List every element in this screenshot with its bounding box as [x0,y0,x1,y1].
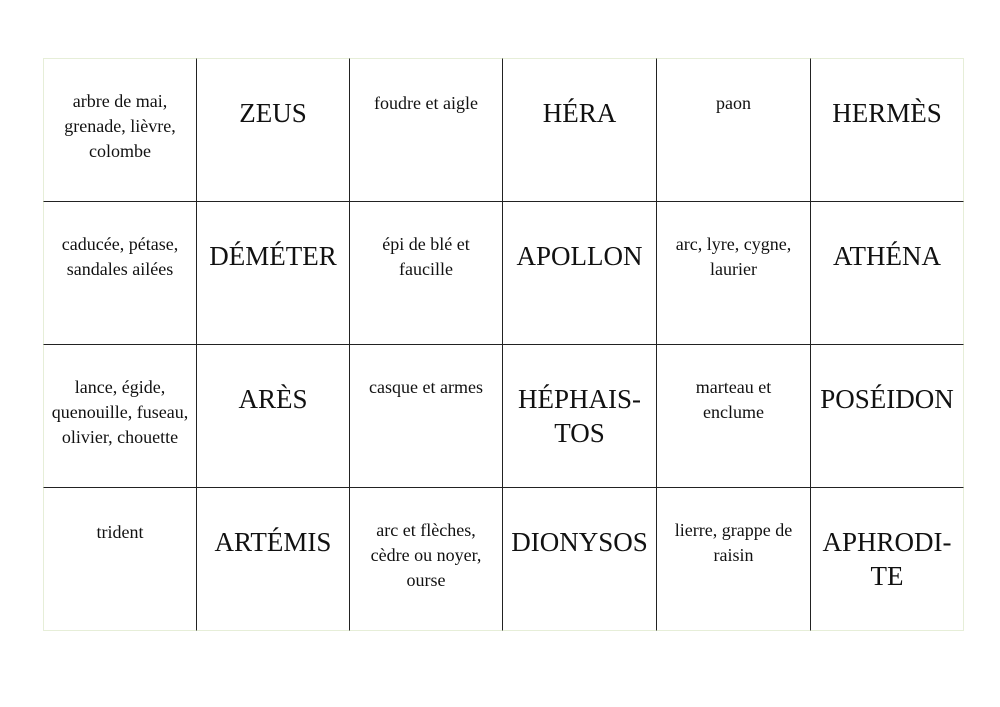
attribute-card [350,345,503,488]
god-name: HÉRA [542,98,617,128]
attribute-card [350,202,503,345]
attribute-text: foudre et aigle [374,93,478,113]
god-name-card [811,345,964,488]
attribute-card [350,488,503,631]
god-name-card [197,488,350,631]
god-name-card [197,58,350,202]
attribute-card [43,345,197,488]
attribute-text: casque et armes [369,377,483,397]
god-name-card [811,58,964,202]
attribute-card [43,202,197,345]
god-name: POSÉIDON [820,384,954,414]
attribute-card [350,58,503,202]
god-name: APOLLON [516,241,643,271]
god-name: DIONYSOS [511,527,648,557]
attribute-text: lierre, grappe de raisin [674,520,793,565]
card-grid [43,58,964,631]
god-name: APHRODI- TE [822,527,952,591]
god-name: ARÈS [238,384,308,414]
attribute-text: épi de blé et faucille [382,234,470,279]
god-name: ATHÉNA [833,241,941,271]
attribute-text: arc et flèches, cèdre ou noyer, ourse [370,520,482,590]
god-name: HÉPHAIS- TOS [517,384,641,448]
attribute-card [657,202,811,345]
god-name-card [197,202,350,345]
attribute-card [43,58,197,202]
attribute-text: lance, égide, quenouille, fuseau, olivier, chouette [51,377,189,447]
god-name: DÉMÉTER [209,241,337,271]
god-name: ARTÉMIS [214,527,332,557]
attribute-text: caducée, pétase, sandales ailées [61,234,179,279]
attribute-text: marteau et enclume [695,377,772,422]
attribute-card [657,58,811,202]
attribute-text: arc, lyre, cygne, laurier [675,234,792,279]
god-name: HERMÈS [832,98,942,128]
god-name-card [503,488,657,631]
attribute-text: trident [96,522,144,542]
attribute-card [43,488,197,631]
god-name-card [503,345,657,488]
attribute-text: paon [716,93,751,113]
god-name-card [197,345,350,488]
attribute-text: arbre de mai, grenade, lièvre, colombe [64,91,176,161]
attribute-card [657,345,811,488]
god-name-card [811,488,964,631]
god-name-card [503,58,657,202]
god-name: ZEUS [239,98,307,128]
god-name-card [811,202,964,345]
god-name-card [503,202,657,345]
attribute-card [657,488,811,631]
